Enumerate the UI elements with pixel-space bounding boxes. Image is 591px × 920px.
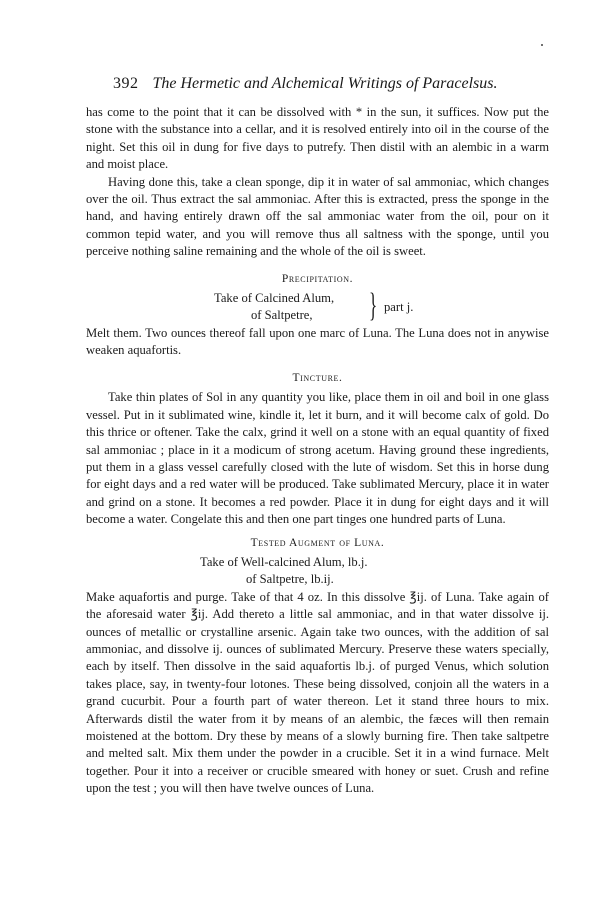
heading-precipitation: Precipitation.	[281, 272, 354, 285]
page-body	[86, 104, 549, 798]
tested-line-2: of Saltpetre, lb.ij.	[246, 572, 334, 587]
running-head	[113, 75, 553, 93]
paragraph-2: Having done this, take a clean sponge, dip it in water of sal ammoniac, which changes over the oil. Thus extract the sal ammoniac. After this is extracted, press the sponge in the hand, and having entirely drawn off the sal ammoniac water from the oil, pour on it common tepid water, and you will remove thus all saltness with the sponge, until you perceive nothing saline remaining and the whole of the oil is sweet.	[86, 174, 549, 259]
speck-mark	[541, 44, 543, 46]
tested-recipe	[86, 554, 549, 589]
recipe-line-2: of Saltpetre,	[251, 308, 313, 323]
page-number: 392	[113, 75, 139, 92]
tincture-text: Take thin plates of Sol in any quantity you like, place them in oil and boil in one glass vessel. Put in it sublimated wine, kindle it, let it burn, and it will become calx of gold. Do this thrice or oftener. Take the calx, grind it well on a stone with an equal quantity of fixed sal ammoniac ; place in it a modicum of strong acetum. Having ground these ingredients, put them in a glass vessel carefully closed with the lute of wisdom. Set this in horse dung for eight days and a red water will be produced. Take sublimated Mercury, place it in water and grind on a stone. It becomes a red powder. Place it in dung for eight days and it will become a water. Congelate this and then one part tinges one hundred parts of Luna.	[86, 390, 549, 527]
running-title: The Hermetic and Alchemical Writings of Paracelsus.	[152, 75, 498, 92]
precipitation-recipe	[86, 287, 549, 325]
recipe-line-1: Take of Calcined Alum,	[214, 291, 335, 306]
tested-line-1: Take of Well-calcined Alum, lb.j.	[200, 554, 368, 569]
heading-tincture: Tincture.	[292, 371, 343, 384]
tested-text: Make aquafortis and purge. Take of that 4 oz. In this dissolve ℥ij. of Luna. Take again of the aforesaid water ℥ij. Add thereto a little sal ammoniac, and in that water dissolve ij. ounces of metallic or crystalline arsenic. Again take two ounces, with the addition of sal ammoniac, and dissolve ij. ounces of sublimated Mercury. Preserve these waters specially, each by itself. Then dissolve in the said aquafortis lb.j. of purged Venus, which solution takes place, say, in twenty-four lotones. These being dissolved, conjoin all the waters in a grand cucurbit. Pour a fourth part of water thereon. Let it stand three hours to mix. Afterwards distil the water from it by means of an alembic, the fæces will then remain moistened at the bottom. Dry these by means of a slowly burning fire. Then take saltpetre and melted salt. Mix them under the powder in a crucible. Set it in a wind furnace. Melt together. Pour it into a receiver or crucible smeared with honey or suet. Crush and refine upon the test ; you will then have twelve ounces of Luna.	[86, 589, 549, 796]
recipe-part: part j.	[384, 300, 414, 315]
paragraph-1: has come to the point that it can be dissolved with * in the sun, it suffices. Now put the stone with the substance into a cellar, and it is resolved entirely into oil in the course of the night. Set this oil in dung for five days to putrefy. Then distil with an alembic in a warm and moist place.	[86, 105, 549, 172]
brace-symbol: }	[369, 287, 378, 325]
precipitation-text: Melt them. Two ounces thereof fall upon one marc of Luna. The Luna does not in anywise weaken aquafortis.	[86, 326, 549, 358]
heading-tested-augment: Tested Augment of Luna.	[250, 536, 385, 549]
